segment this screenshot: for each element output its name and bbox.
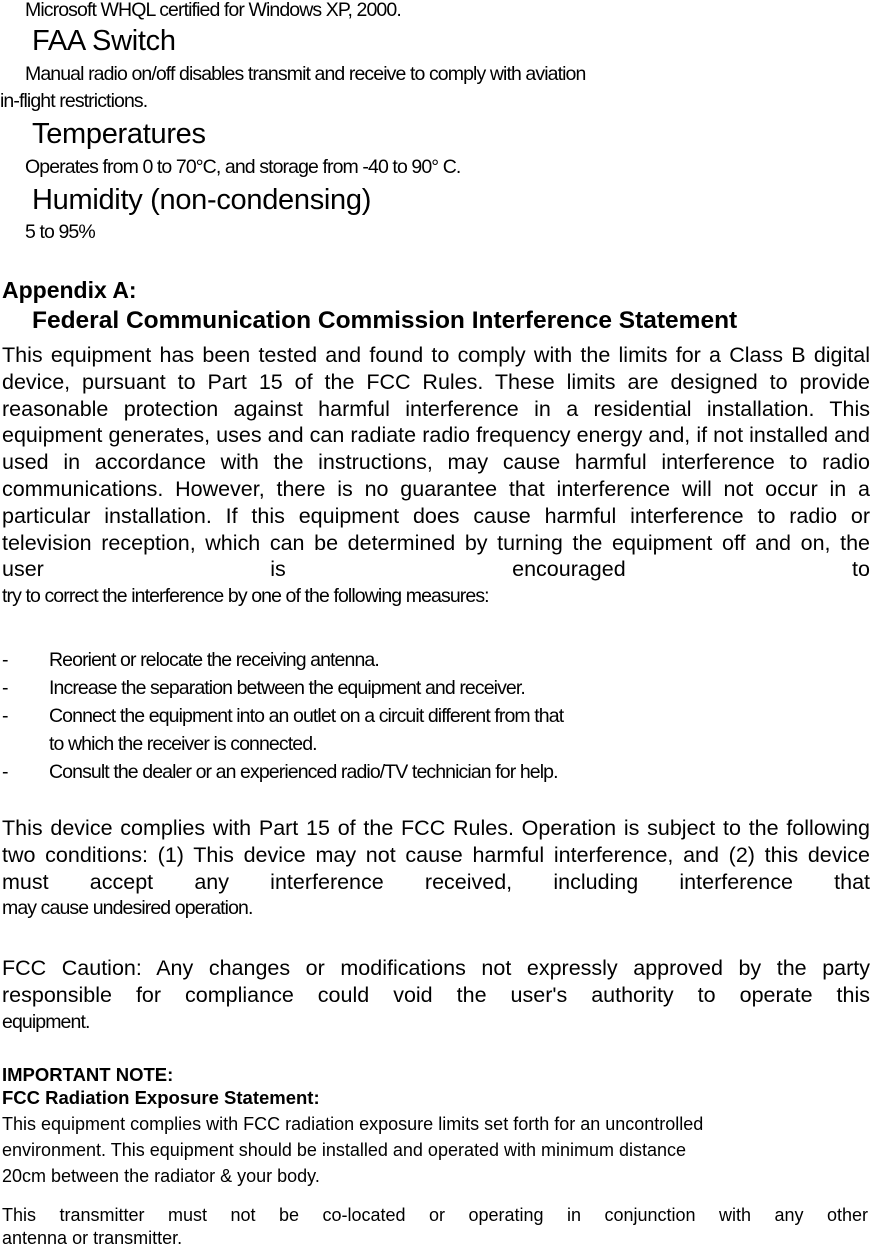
- measure-text: Reorient or relocate the receiving antenna.: [49, 649, 379, 671]
- measure-text: Connect the equipment into an outlet on a circuit different from that: [49, 705, 564, 727]
- colocation-line-1: This transmitter must not be co-located or operating in conjunction with any other: [2, 1205, 868, 1225]
- radiation-exposure-heading: FCC Radiation Exposure Statement:: [2, 1087, 320, 1108]
- interference-paragraph-body: This equipment has been tested and found to comply with the limits for a Class B digital device, pursuant to Part 15 of the FCC Rules. These limits are designed to provide reasonable protection against harmful interference in a residential installation. This equipment generates, uses and can radiate radio frequency energy and, if not installed and used in accordance with the instructions, may cause harmful interference to radio communications. However, there is no guarantee that interference will not occur in a particular installation. If this equipment does cause harmful interference to radio or television reception, which can be determined by turning the equipment off and on, the user is encouraged to: [2, 343, 870, 582]
- temperatures-text: Operates from 0 to 70°C, and storage from -40 to 90° C.: [25, 156, 461, 178]
- measure-dash: -: [2, 705, 8, 727]
- part15-paragraph-body: This device complies with Part 15 of the FCC Rules. Operation is subject to the following two conditions: (1) This device may not cause harmful interference, and (2) this device must accept any interference received, including interference that: [2, 816, 870, 894]
- interference-paragraph: [2, 342, 870, 610]
- measure-dash: -: [2, 677, 8, 699]
- fcc-caution-last-line: equipment.: [2, 1010, 90, 1033]
- faa-switch-heading: FAA Switch: [32, 25, 176, 57]
- part15-paragraph-last-line: may cause undesired operation.: [2, 897, 253, 920]
- measure-text: to which the receiver is connected.: [49, 733, 317, 755]
- exposure-line-3: 20cm between the radiator & your body.: [2, 1166, 320, 1186]
- colocation-line-2: antenna or transmitter.: [2, 1228, 183, 1248]
- humidity-heading: Humidity (non-condensing): [32, 184, 372, 216]
- interference-paragraph-last-line: try to correct the interference by one of the following measures:: [2, 585, 489, 608]
- measure-dash: -: [2, 649, 8, 671]
- measure-text: Consult the dealer or an experienced radio/TV technician for help.: [49, 761, 558, 783]
- fcc-statement-title: Federal Communication Commission Interference Statement: [32, 307, 738, 334]
- measure-dash: -: [2, 761, 8, 783]
- exposure-line-2: environment. This equipment should be installed and operated with minimum distance: [2, 1140, 687, 1160]
- important-note-heading: IMPORTANT NOTE:: [2, 1064, 174, 1085]
- appendix-title: Appendix A:: [2, 277, 137, 303]
- whql-text: Microsoft WHQL certified for Windows XP, 2000.: [25, 0, 401, 21]
- fcc-caution-body: FCC Caution: Any changes or modifications not expressly approved by the party responsible for compliance could void the user's authority to operate this: [2, 956, 870, 1007]
- faa-text-line-1: Manual radio on/off disables transmit and receive to comply with aviation: [25, 63, 586, 85]
- faa-text-line-2: in-flight restrictions.: [0, 90, 148, 112]
- humidity-text: 5 to 95%: [25, 221, 95, 243]
- measure-text: Increase the separation between the equipment and receiver.: [49, 677, 525, 699]
- fcc-caution-paragraph: [2, 955, 870, 1035]
- temperatures-heading: Temperatures: [32, 118, 206, 150]
- exposure-line-1: This equipment complies with FCC radiation exposure limits set forth for an uncontrolled: [2, 1114, 704, 1134]
- part15-paragraph: [2, 815, 870, 922]
